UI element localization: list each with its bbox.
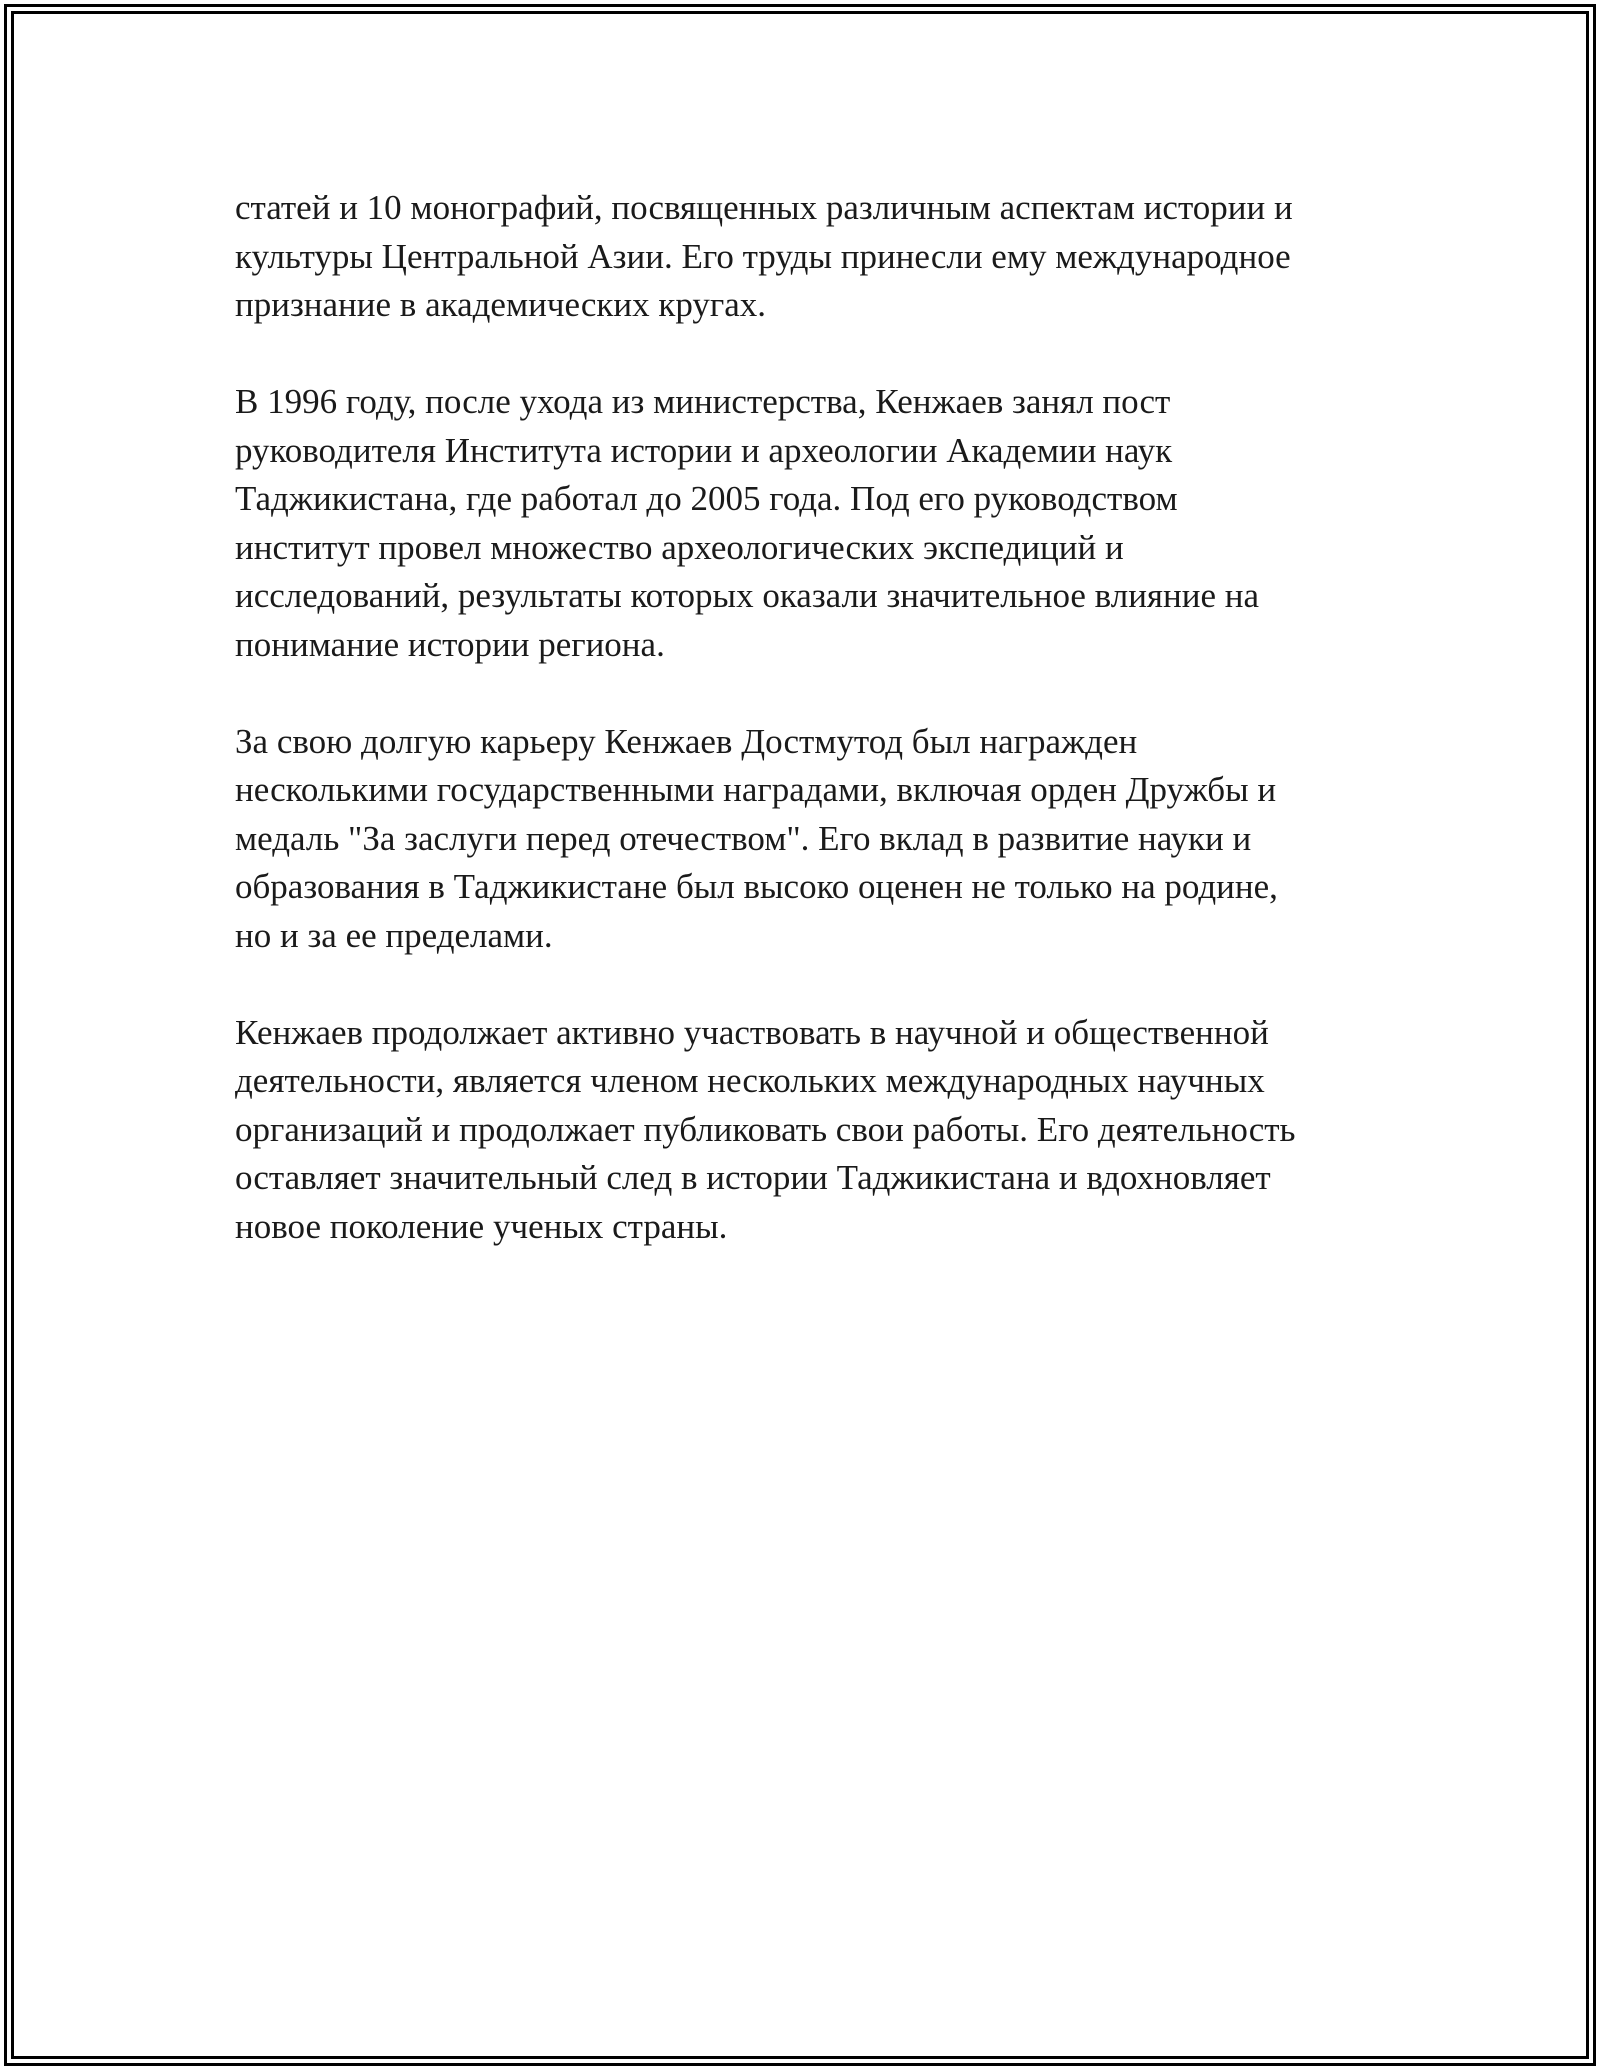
text-line: понимание истории региона. (235, 624, 665, 664)
text-line: Кенжаев продолжает активно участвовать в научной и общественной (235, 1012, 1269, 1052)
text-line: руководителя Института истории и археологии Академии наук (235, 430, 1173, 470)
text-line: образования в Таджикистане был высоко оценен не только на родине, (235, 867, 1278, 906)
text-line: В 1996 году, после ухода из министерства, Кенжаев занял пост (235, 382, 1171, 421)
text-line: институт провел множество археологических экспедиций и (235, 527, 1124, 567)
document-body (235, 184, 1365, 1300)
text-line: медаль "За заслуги перед отечеством". Его вклад в развитие науки и (235, 818, 1252, 858)
text-line: признание в академических кругах. (235, 285, 767, 324)
text-line: За свою долгую карьеру Кенжаев Достмутод был награжден (235, 721, 1138, 761)
paragraph-3 (235, 718, 1365, 961)
paragraph-4 (235, 1009, 1365, 1252)
text-line: культуры Центральной Азии. Его труды принесли ему международное (235, 236, 1291, 276)
text-line: но и за ее пределами. (235, 915, 553, 955)
text-line: несколькими государственными наградами, включая орден Дружбы и (235, 770, 1277, 809)
paragraph-2 (235, 378, 1365, 669)
text-line: новое поколение ученых страны. (235, 1206, 728, 1246)
text-line: статей и 10 монографий, посвященных различным аспектам истории и (235, 188, 1293, 227)
text-line: исследований, результаты которых оказали значительное влияние на (235, 576, 1260, 615)
text-line: Таджикистана, где работал до 2005 года. Под его руководством (235, 479, 1178, 518)
text-line: деятельности, является членом нескольких международных научных (235, 1061, 1265, 1100)
text-line: организаций и продолжает публиковать свои работы. Его деятельность (235, 1109, 1296, 1149)
text-line: оставляет значительный след в истории Таджикистана и вдохновляет (235, 1158, 1271, 1197)
paragraph-1 (235, 184, 1365, 330)
